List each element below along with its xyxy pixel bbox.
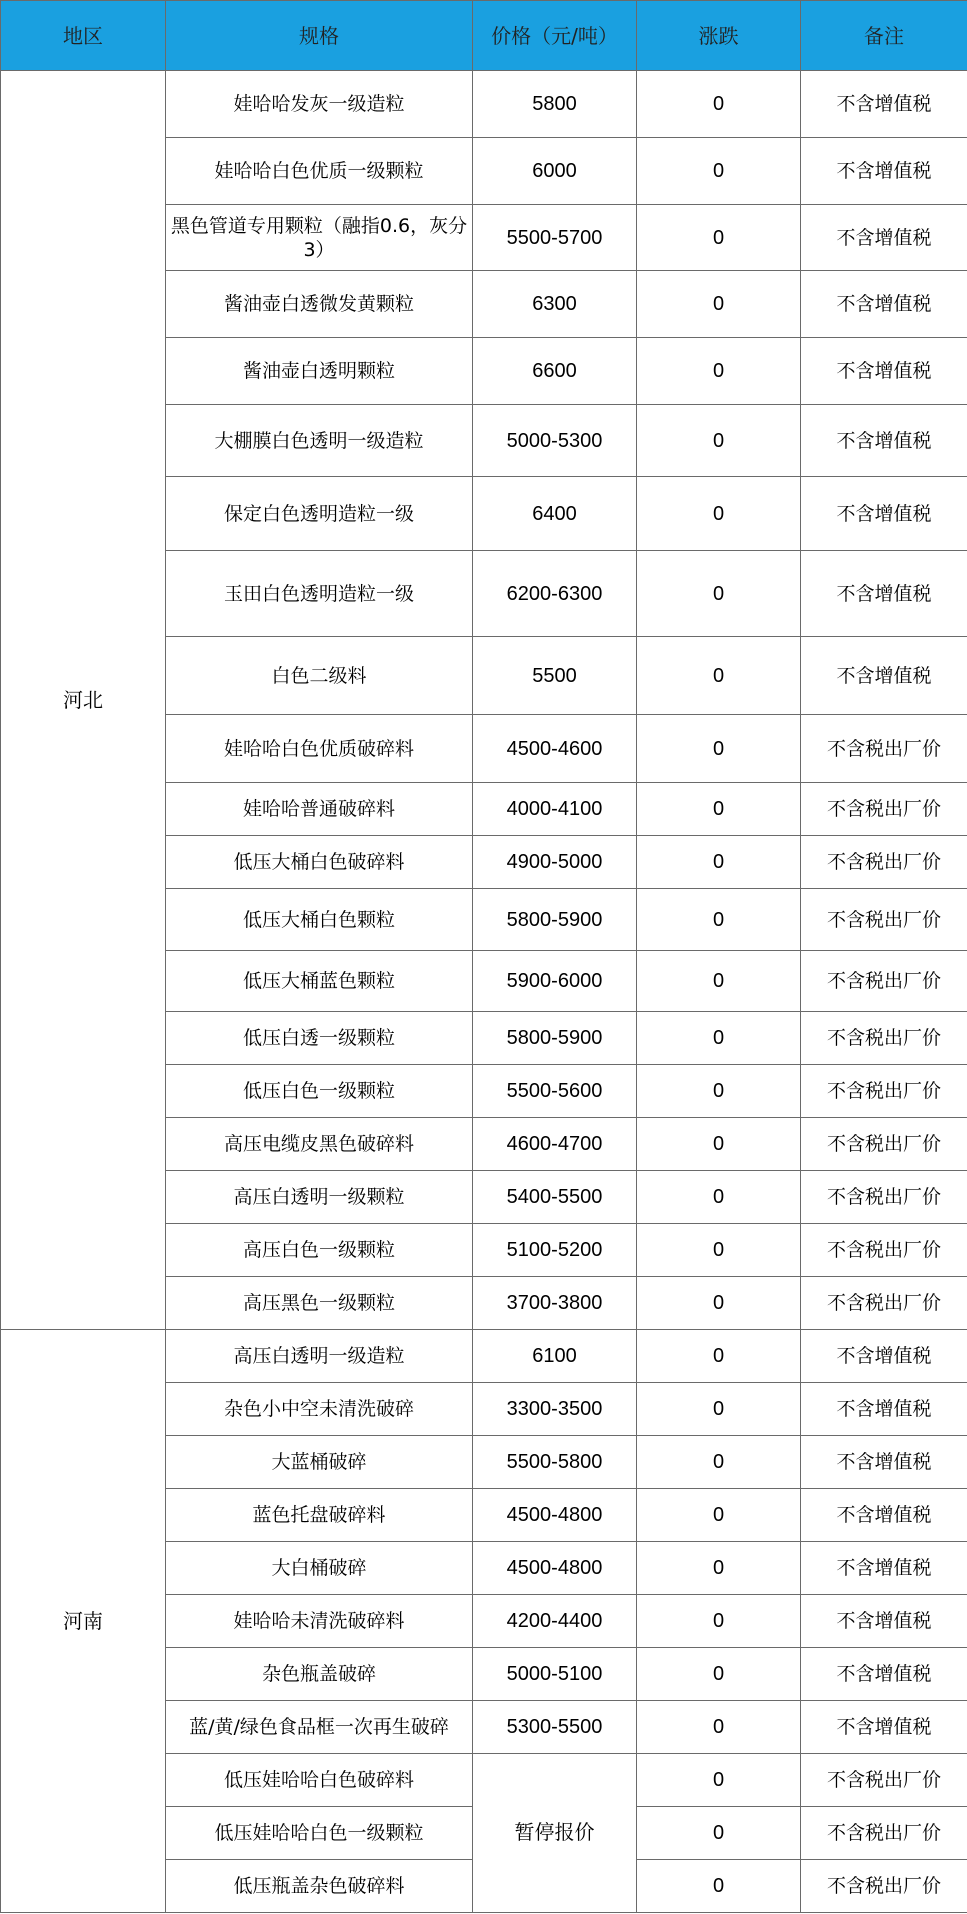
change-cell: 0 xyxy=(637,951,801,1012)
change-cell: 0 xyxy=(637,1701,801,1754)
price-cell: 5400-5500 xyxy=(473,1171,637,1224)
price-cell: 5300-5500 xyxy=(473,1701,637,1754)
price-cell: 5500-5700 xyxy=(473,205,637,271)
price-cell: 5800 xyxy=(473,71,637,138)
note-cell: 不含增值税 xyxy=(801,338,967,405)
change-cell: 0 xyxy=(637,1118,801,1171)
change-cell: 0 xyxy=(637,71,801,138)
note-cell: 不含增值税 xyxy=(801,1383,967,1436)
change-cell: 0 xyxy=(637,1648,801,1701)
change-cell: 0 xyxy=(637,637,801,715)
note-cell: 不含增值税 xyxy=(801,138,967,205)
note-cell: 不含增值税 xyxy=(801,477,967,551)
spec-cell: 高压黑色一级颗粒 xyxy=(166,1277,473,1330)
spec-cell: 低压大桶蓝色颗粒 xyxy=(166,951,473,1012)
change-cell: 0 xyxy=(637,783,801,836)
note-cell: 不含增值税 xyxy=(801,1542,967,1595)
price-cell: 4500-4800 xyxy=(473,1542,637,1595)
spec-cell: 玉田白色透明造粒一级 xyxy=(166,551,473,637)
note-cell: 不含税出厂价 xyxy=(801,1277,967,1330)
spec-cell: 保定白色透明造粒一级 xyxy=(166,477,473,551)
spec-cell: 白色二级料 xyxy=(166,637,473,715)
spec-cell: 蓝色托盘破碎料 xyxy=(166,1489,473,1542)
spec-cell: 酱油壶白透明颗粒 xyxy=(166,338,473,405)
note-cell: 不含税出厂价 xyxy=(801,1012,967,1065)
change-cell: 0 xyxy=(637,1330,801,1383)
change-cell: 0 xyxy=(637,1012,801,1065)
spec-cell: 高压白透明一级颗粒 xyxy=(166,1171,473,1224)
note-cell: 不含税出厂价 xyxy=(801,783,967,836)
spec-cell: 娃哈哈普通破碎料 xyxy=(166,783,473,836)
note-cell: 不含税出厂价 xyxy=(801,1118,967,1171)
table-row xyxy=(1,1330,967,1383)
change-cell: 0 xyxy=(637,138,801,205)
spec-cell: 低压白色一级颗粒 xyxy=(166,1065,473,1118)
note-cell: 不含增值税 xyxy=(801,1436,967,1489)
change-cell: 0 xyxy=(637,1383,801,1436)
price-cell: 5800-5900 xyxy=(473,1012,637,1065)
price-cell: 6100 xyxy=(473,1330,637,1383)
note-cell: 不含税出厂价 xyxy=(801,836,967,889)
note-cell: 不含增值税 xyxy=(801,205,967,271)
change-cell: 0 xyxy=(637,551,801,637)
header-change: 涨跌 xyxy=(637,1,801,71)
change-cell: 0 xyxy=(637,205,801,271)
note-cell: 不含增值税 xyxy=(801,71,967,138)
header-note: 备注 xyxy=(801,1,967,71)
region-cell-hebei: 河北 xyxy=(1,71,166,1330)
spec-cell: 低压大桶白色破碎料 xyxy=(166,836,473,889)
change-cell: 0 xyxy=(637,836,801,889)
price-cell: 4500-4600 xyxy=(473,715,637,783)
note-cell: 不含增值税 xyxy=(801,1330,967,1383)
price-cell: 5500 xyxy=(473,637,637,715)
spec-cell: 娃哈哈发灰一级造粒 xyxy=(166,71,473,138)
price-cell: 6300 xyxy=(473,271,637,338)
spec-cell: 杂色瓶盖破碎 xyxy=(166,1648,473,1701)
change-cell: 0 xyxy=(637,1065,801,1118)
price-cell: 3700-3800 xyxy=(473,1277,637,1330)
change-cell: 0 xyxy=(637,1224,801,1277)
header-price: 价格（元/吨） xyxy=(473,1,637,71)
change-cell: 0 xyxy=(637,1436,801,1489)
price-cell: 5000-5100 xyxy=(473,1648,637,1701)
table-row xyxy=(1,71,967,138)
spec-cell: 娃哈哈未清洗破碎料 xyxy=(166,1595,473,1648)
change-cell: 0 xyxy=(637,715,801,783)
note-cell: 不含增值税 xyxy=(801,271,967,338)
note-cell: 不含增值税 xyxy=(801,637,967,715)
note-cell: 不含增值税 xyxy=(801,551,967,637)
note-cell: 不含增值税 xyxy=(801,1648,967,1701)
price-cell: 6200-6300 xyxy=(473,551,637,637)
spec-cell: 娃哈哈白色优质破碎料 xyxy=(166,715,473,783)
price-cell-suspended: 暂停报价 xyxy=(473,1754,637,1913)
spec-cell: 酱油壶白透微发黄颗粒 xyxy=(166,271,473,338)
note-cell: 不含税出厂价 xyxy=(801,1807,967,1860)
change-cell: 0 xyxy=(637,338,801,405)
price-cell: 4500-4800 xyxy=(473,1489,637,1542)
spec-cell: 蓝/黄/绿色食品框一次再生破碎 xyxy=(166,1701,473,1754)
spec-cell: 低压娃哈哈白色一级颗粒 xyxy=(166,1807,473,1860)
spec-cell: 低压娃哈哈白色破碎料 xyxy=(166,1754,473,1807)
region-cell-henan: 河南 xyxy=(1,1330,166,1913)
price-cell: 5500-5600 xyxy=(473,1065,637,1118)
spec-cell: 娃哈哈白色优质一级颗粒 xyxy=(166,138,473,205)
price-cell: 5800-5900 xyxy=(473,889,637,951)
spec-cell: 高压电缆皮黑色破碎料 xyxy=(166,1118,473,1171)
note-cell: 不含税出厂价 xyxy=(801,715,967,783)
price-cell: 4000-4100 xyxy=(473,783,637,836)
price-cell: 3300-3500 xyxy=(473,1383,637,1436)
spec-cell: 杂色小中空未清洗破碎 xyxy=(166,1383,473,1436)
price-cell: 5900-6000 xyxy=(473,951,637,1012)
spec-cell: 黑色管道专用颗粒（融指0.6，灰分3） xyxy=(166,205,473,271)
change-cell: 0 xyxy=(637,271,801,338)
change-cell: 0 xyxy=(637,1489,801,1542)
note-cell: 不含增值税 xyxy=(801,1701,967,1754)
spec-cell: 高压白色一级颗粒 xyxy=(166,1224,473,1277)
note-cell: 不含增值税 xyxy=(801,1595,967,1648)
change-cell: 0 xyxy=(637,1171,801,1224)
change-cell: 0 xyxy=(637,1277,801,1330)
header-spec: 规格 xyxy=(166,1,473,71)
header-row xyxy=(1,1,967,71)
spec-cell: 低压白透一级颗粒 xyxy=(166,1012,473,1065)
note-cell: 不含增值税 xyxy=(801,1489,967,1542)
spec-cell: 大蓝桶破碎 xyxy=(166,1436,473,1489)
price-cell: 5100-5200 xyxy=(473,1224,637,1277)
change-cell: 0 xyxy=(637,405,801,477)
spec-cell: 大白桶破碎 xyxy=(166,1542,473,1595)
note-cell: 不含税出厂价 xyxy=(801,1065,967,1118)
price-cell: 4200-4400 xyxy=(473,1595,637,1648)
price-cell: 6000 xyxy=(473,138,637,205)
price-cell: 6400 xyxy=(473,477,637,551)
note-cell: 不含税出厂价 xyxy=(801,1754,967,1807)
change-cell: 0 xyxy=(637,1595,801,1648)
note-cell: 不含增值税 xyxy=(801,405,967,477)
change-cell: 0 xyxy=(637,1542,801,1595)
note-cell: 不含税出厂价 xyxy=(801,1860,967,1913)
price-cell: 5500-5800 xyxy=(473,1436,637,1489)
price-cell: 4600-4700 xyxy=(473,1118,637,1171)
header-region: 地区 xyxy=(1,1,166,71)
note-cell: 不含税出厂价 xyxy=(801,1171,967,1224)
price-cell: 6600 xyxy=(473,338,637,405)
spec-cell: 高压白透明一级造粒 xyxy=(166,1330,473,1383)
change-cell: 0 xyxy=(637,477,801,551)
change-cell: 0 xyxy=(637,1807,801,1860)
change-cell: 0 xyxy=(637,889,801,951)
note-cell: 不含税出厂价 xyxy=(801,951,967,1012)
spec-cell: 低压瓶盖杂色破碎料 xyxy=(166,1860,473,1913)
price-cell: 4900-5000 xyxy=(473,836,637,889)
price-cell: 5000-5300 xyxy=(473,405,637,477)
spec-cell: 低压大桶白色颗粒 xyxy=(166,889,473,951)
change-cell: 0 xyxy=(637,1754,801,1807)
note-cell: 不含税出厂价 xyxy=(801,1224,967,1277)
spec-cell: 大棚膜白色透明一级造粒 xyxy=(166,405,473,477)
change-cell: 0 xyxy=(637,1860,801,1913)
note-cell: 不含税出厂价 xyxy=(801,889,967,951)
